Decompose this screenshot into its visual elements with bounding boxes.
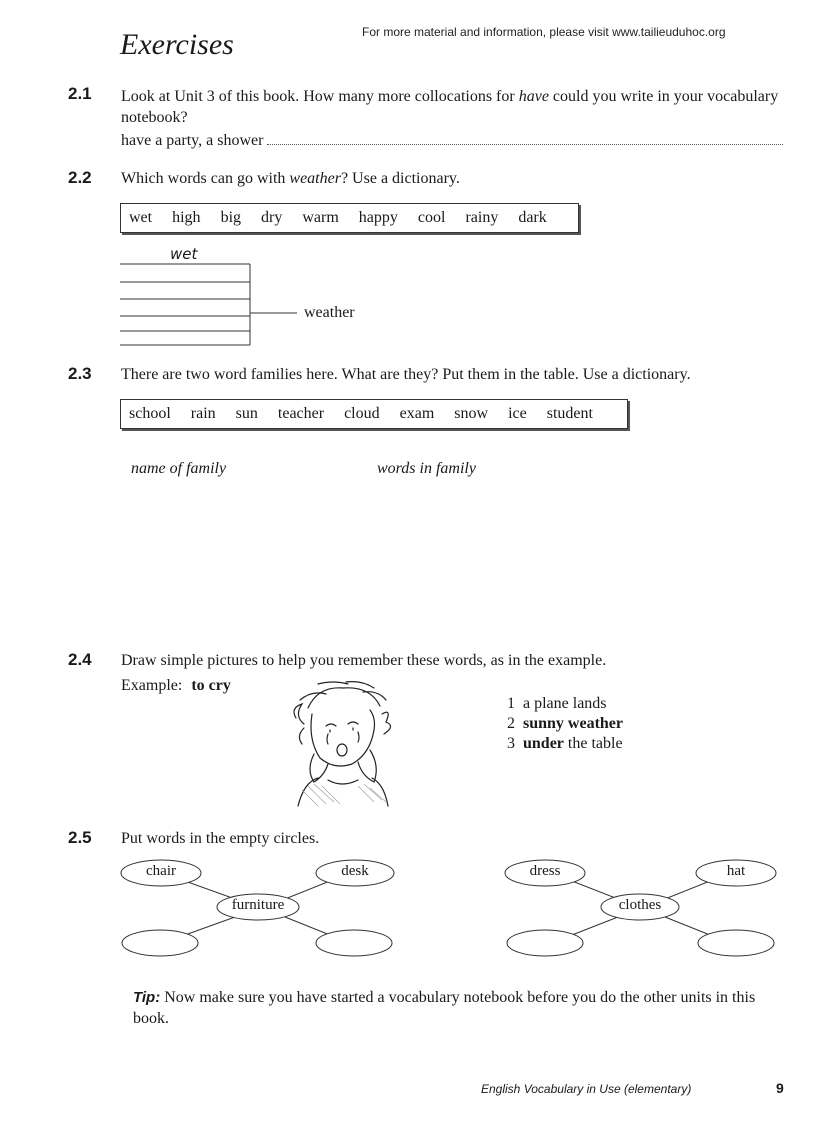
word-item: student — [546, 405, 593, 422]
item-bold-text: sunny weather — [523, 715, 624, 732]
empty-oval — [698, 930, 774, 956]
face-outline — [311, 710, 375, 766]
word-item: snow — [454, 405, 489, 422]
oval-label-hat: hat — [726, 863, 746, 879]
target-word-weather: weather — [304, 304, 355, 321]
word-item: ice — [508, 405, 527, 422]
connector-line — [572, 917, 618, 935]
tip-text: Now make sure you have started a vocabulary notebook before you do the other units in this book. — [133, 989, 756, 1027]
word-item: happy — [358, 209, 398, 226]
crying-person-illustration — [278, 678, 408, 808]
word-item: cool — [417, 209, 446, 226]
item-number: 1 — [507, 695, 515, 712]
word-item: rain — [190, 405, 216, 422]
word-item: exam — [399, 405, 435, 422]
question-text: Look at Unit 3 of this book. How many more collocations for — [121, 88, 519, 105]
word-item: cloud — [344, 405, 380, 422]
word-item: teacher — [277, 405, 325, 422]
footer-book-title: English Vocabulary in Use (elementary) — [481, 1082, 692, 1096]
item-text: the table — [563, 735, 623, 752]
exercise-2-1-question — [121, 86, 786, 128]
question-text: Which words can go with — [121, 170, 290, 187]
oval-label-dress: dress — [529, 863, 561, 879]
connector-line — [285, 917, 330, 935]
word-box-2-3 — [120, 399, 628, 429]
empty-oval — [316, 930, 392, 956]
connector-line — [185, 917, 235, 935]
question-emphasis: have — [518, 88, 549, 105]
word-item: sun — [235, 405, 258, 422]
word-item: rainy — [465, 209, 499, 226]
exercise-2-2-question — [121, 170, 460, 188]
dotted-answer-blank[interactable] — [267, 130, 783, 145]
oval-label-desk: desk — [341, 863, 369, 879]
list-item — [507, 734, 623, 754]
page-title: Exercises — [120, 28, 234, 61]
item-text: a plane lands — [523, 695, 607, 712]
question-text: ? Use a dictionary. — [340, 170, 460, 187]
page-number: 9 — [776, 1080, 784, 1096]
exercise-number-2-2: 2.2 — [68, 168, 92, 187]
answer-prefix: have a party, a shower — [121, 132, 264, 149]
column-header-family: name of family — [131, 460, 227, 477]
word-item: dark — [518, 209, 547, 226]
question-emphasis: weather — [289, 170, 341, 187]
tip-box — [133, 987, 783, 1029]
item-bold-text: under — [523, 735, 564, 752]
connector-line — [665, 917, 710, 935]
question-text: could you write in your vocabulary notebook? — [121, 88, 779, 126]
exercise-number-2-1: 2.1 — [68, 84, 92, 103]
empty-oval — [122, 930, 198, 956]
exercise-number-2-3: 2.3 — [68, 364, 92, 383]
website-note: For more material and information, please visit www.tailieuduhoc.org — [362, 25, 726, 39]
example-label: Example: — [121, 677, 183, 694]
oval-label-furniture: furniture — [231, 897, 285, 913]
example-line — [121, 677, 231, 695]
word-item: warm — [302, 209, 339, 226]
list-item — [507, 714, 623, 734]
example-word: to cry — [191, 677, 231, 694]
word-item: dry — [261, 209, 283, 226]
exercise-2-4-question: Draw simple pictures to help you remember these words, as in the example. — [121, 652, 607, 669]
tip-label: Tip: — [133, 989, 161, 1006]
exercise-2-5-question: Put words in the empty circles. — [121, 830, 320, 847]
column-header-words: words in family — [377, 460, 476, 477]
word-item: wet — [129, 209, 153, 226]
exercise-number-2-4: 2.4 — [68, 650, 92, 669]
word-item: big — [220, 209, 242, 226]
hair-stroke — [308, 688, 380, 708]
word-item: high — [172, 209, 201, 226]
exercise-2-3-question: There are two word families here. What are they? Put them in the table. Use a dictionary. — [121, 366, 691, 383]
exercise-2-1-answer-line[interactable] — [121, 130, 783, 150]
empty-oval — [507, 930, 583, 956]
collocation-bracket-diagram — [115, 258, 315, 350]
exercise-2-4-items — [507, 694, 623, 754]
handwritten-answer: wet — [170, 245, 198, 263]
word-box-2-2 — [120, 203, 579, 233]
item-number: 3 — [507, 735, 515, 752]
oval-label-chair: chair — [146, 863, 176, 879]
item-number: 2 — [507, 715, 515, 732]
exercise-number-2-5: 2.5 — [68, 828, 92, 847]
list-item — [507, 694, 623, 714]
oval-label-clothes: clothes — [618, 897, 662, 913]
word-item: school — [129, 405, 171, 422]
